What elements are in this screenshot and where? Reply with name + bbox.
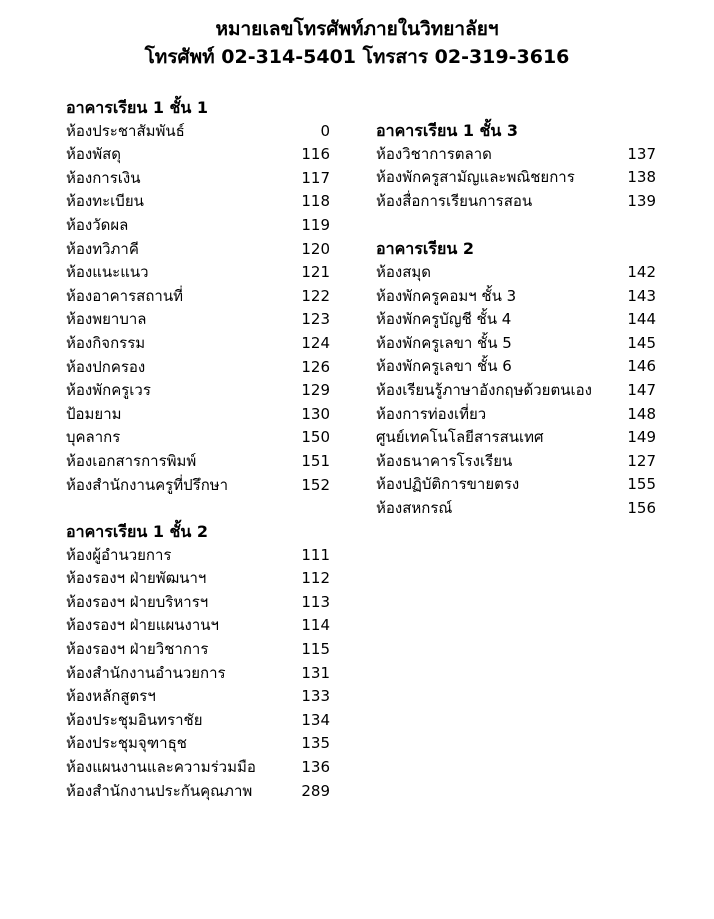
extension-number: 116	[301, 145, 330, 164]
room-name: ห้องสำนักงานประกันคุณภาพ	[66, 781, 253, 800]
room-name: ห้องทะเบียน	[66, 192, 144, 211]
building-section	[66, 520, 330, 803]
directory-row	[66, 544, 330, 568]
directory-row	[66, 780, 330, 804]
room-name: ห้องรองฯ ฝ่ายพัฒนาฯ	[66, 569, 207, 588]
directory-row	[376, 261, 656, 285]
room-name: ห้องพักครูสามัญและพณิชยการ	[376, 168, 575, 187]
extension-number: 144	[627, 310, 656, 329]
directory-row	[66, 308, 330, 332]
room-name: ห้องสื่อการเรียนการสอน	[376, 191, 533, 210]
directory-row	[376, 473, 656, 497]
extension-number: 149	[627, 428, 656, 447]
room-name: ห้องรองฯ ฝ่ายแผนงานฯ	[66, 616, 219, 635]
directory-row	[66, 450, 330, 474]
room-name: ห้องสหกรณ์	[376, 498, 453, 517]
directory-row	[66, 756, 330, 780]
room-name: ห้องวัดผล	[66, 215, 129, 234]
directory-row	[376, 355, 656, 379]
room-name: ห้องหลักสูตรฯ	[66, 687, 156, 706]
room-name: ห้องพักครูเลขา ชั้น 6	[376, 357, 512, 376]
extension-number: 289	[301, 781, 330, 800]
extension-number: 146	[627, 357, 656, 376]
room-name: ห้องประชาสัมพันธ์	[66, 121, 185, 140]
extension-number: 151	[301, 451, 330, 470]
room-name: ห้องทวิภาคี	[66, 239, 139, 258]
room-name: บุคลากร	[66, 428, 121, 447]
directory-row	[66, 474, 330, 498]
room-name: ห้องอาคารสถานที่	[66, 286, 183, 305]
right-column	[376, 119, 656, 521]
extension-number: 123	[301, 310, 330, 329]
directory-row	[376, 190, 656, 214]
directory-row	[66, 214, 330, 238]
room-name: ห้องเรียนรู้ภาษาอังกฤษด้วยตนเอง	[376, 380, 592, 399]
directory-row	[66, 732, 330, 756]
directory-row	[66, 591, 330, 615]
extension-number: 126	[301, 357, 330, 376]
directory-row	[376, 332, 656, 356]
directory-row	[66, 403, 330, 427]
extension-number: 0	[320, 121, 330, 140]
extension-number: 139	[627, 191, 656, 210]
directory-row	[66, 662, 330, 686]
room-name: ห้องพยาบาล	[66, 310, 147, 329]
directory-row	[66, 261, 330, 285]
building-section	[376, 119, 656, 213]
extension-number: 131	[301, 663, 330, 682]
room-name: ห้องผู้อำนวยการ	[66, 545, 172, 564]
extension-number: 130	[301, 404, 330, 423]
directory-row	[376, 308, 656, 332]
extension-number: 127	[627, 451, 656, 470]
building-section	[66, 96, 330, 497]
directory-row	[66, 567, 330, 591]
directory-row	[376, 143, 656, 167]
extension-number: 119	[301, 215, 330, 234]
directory-row	[66, 426, 330, 450]
room-name: ห้องพักครูเวร	[66, 381, 151, 400]
extension-number: 115	[301, 640, 330, 659]
extension-number: 121	[301, 263, 330, 282]
room-name: ห้องพักครูเลขา ชั้น 5	[376, 333, 512, 352]
extension-number: 114	[301, 616, 330, 635]
directory-row	[376, 426, 656, 450]
extension-number: 113	[301, 592, 330, 611]
extension-number: 129	[301, 381, 330, 400]
directory-row	[66, 190, 330, 214]
room-name: ห้องสำนักงานอำนวยการ	[66, 663, 226, 682]
directory-row	[66, 685, 330, 709]
room-name: ห้องสำนักงานครูที่ปรึกษา	[66, 475, 229, 494]
room-name: ห้องพักครูบัญชี ชั้น 4	[376, 310, 512, 329]
extension-number: 133	[301, 687, 330, 706]
room-name: ห้องธนาคารโรงเรียน	[376, 451, 513, 470]
room-name: ห้องกิจกรรม	[66, 333, 146, 352]
extension-number: 120	[301, 239, 330, 258]
room-name: ห้องพัสดุ	[66, 145, 122, 164]
room-name: ห้องประชุมจุฑาธุช	[66, 734, 187, 753]
extension-number: 143	[627, 286, 656, 305]
extension-number: 145	[627, 333, 656, 352]
extension-number: 138	[627, 168, 656, 187]
extension-number: 111	[301, 545, 330, 564]
extension-number: 148	[627, 404, 656, 423]
room-name: ห้องปกครอง	[66, 357, 146, 376]
directory-row	[66, 120, 330, 144]
directory-row	[376, 379, 656, 403]
room-name: ห้องเอกสารการพิมพ์	[66, 451, 197, 470]
section-heading: อาคารเรียน 1 ชั้น 2	[66, 522, 209, 542]
room-name: ห้องการท่องเที่ยว	[376, 404, 487, 423]
section-heading: อาคารเรียน 1 ชั้น 1	[66, 98, 209, 117]
extension-number: 135	[301, 734, 330, 753]
directory-row	[376, 403, 656, 427]
extension-number: 112	[301, 569, 330, 588]
room-name: ห้องพักครูคอมฯ ชั้น 3	[376, 286, 517, 305]
directory-row	[376, 497, 656, 521]
extension-number: 137	[627, 144, 656, 163]
directory-row	[66, 332, 330, 356]
room-name: ห้องปฏิบัติการขายตรง	[376, 475, 520, 494]
directory-row	[66, 238, 330, 262]
room-name: ห้องประชุมอินทราชัย	[66, 710, 203, 729]
directory-row	[66, 143, 330, 167]
room-name: ศูนย์เทคโนโลยีสารสนเทศ	[376, 428, 544, 447]
directory-row	[66, 285, 330, 309]
room-name: ป้อมยาม	[66, 404, 122, 423]
contact-numbers: โทรศัพท์ 02-314-5401 โทรสาร 02-319-3616	[144, 46, 570, 68]
room-name: ห้องวิชาการตลาด	[376, 144, 492, 163]
directory-row	[66, 709, 330, 733]
extension-number: 117	[301, 168, 330, 187]
extension-number: 118	[301, 192, 330, 211]
section-heading: อาคารเรียน 2	[376, 239, 474, 259]
directory-row	[66, 614, 330, 638]
left-column	[66, 96, 330, 803]
extension-number: 142	[627, 262, 656, 281]
extension-number: 155	[627, 475, 656, 494]
page-title: หมายเลขโทรศัพท์ภายในวิทยาลัยฯ	[215, 18, 499, 40]
extension-number: 122	[301, 286, 330, 305]
directory-row	[66, 379, 330, 403]
extension-number: 147	[627, 380, 656, 399]
room-name: ห้องแนะแนว	[66, 263, 149, 282]
directory-row	[376, 450, 656, 474]
room-name: ห้องรองฯ ฝ่ายวิชาการ	[66, 640, 209, 659]
extension-number: 152	[301, 475, 330, 494]
extension-number: 134	[301, 710, 330, 729]
building-section	[376, 237, 656, 520]
directory-row	[66, 638, 330, 662]
extension-number: 156	[627, 498, 656, 517]
extension-number: 150	[301, 428, 330, 447]
extension-number: 124	[301, 333, 330, 352]
directory-row	[66, 356, 330, 380]
directory-row	[376, 166, 656, 190]
directory-row	[376, 285, 656, 309]
room-name: ห้องแผนงานและความร่วมมือ	[66, 758, 256, 777]
section-heading: อาคารเรียน 1 ชั้น 3	[376, 121, 519, 140]
directory-row	[66, 167, 330, 191]
room-name: ห้องการเงิน	[66, 168, 141, 187]
room-name: ห้องสมุด	[376, 262, 432, 281]
extension-number: 136	[301, 758, 330, 777]
room-name: ห้องรองฯ ฝ่ายบริหารฯ	[66, 592, 209, 611]
